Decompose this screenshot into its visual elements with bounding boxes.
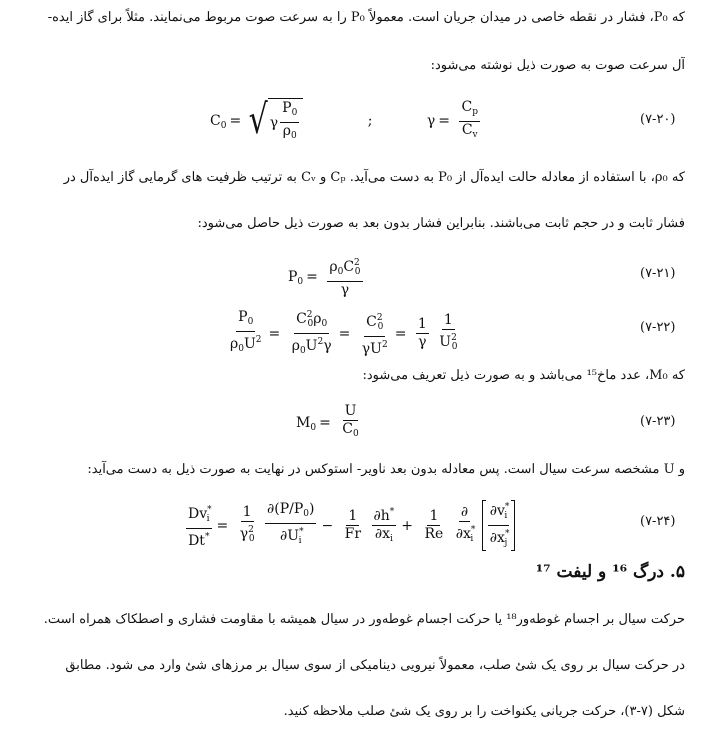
paragraph-line-5: که M₀، عدد ماخ¹⁵ می‌باشد و به صورت ذیل تعریف می‌شود:: [362, 368, 685, 383]
paragraph-line-9: شکل (۷-۳)، حرکت جریانی یکنواخت را بر روی یک شئ صلب ملاحظه کنید.: [283, 704, 685, 719]
paragraph-line-4: فشار ثابت و در حجم ثابت می‌باشند. بنابراین فشار بدون بعد به صورت ذیل حاصل می‌شود:: [197, 216, 685, 231]
equation-7-23: $M_0$ = $\frac{U}{C_0}$: [296, 403, 359, 439]
paragraph-line-1: که P₀، فشار در نقطه خاصی در میدان جریان است. معمولاً P₀ را به سرعت صوت مربوط می‌نمایند. مثلاً برای گاز ایده-: [47, 10, 685, 25]
equation-7-21: $P_0$ = $\frac{\rho_0C^2_0}{\gamma}$: [288, 258, 361, 298]
equation-number-7-23: (۷-۲۳): [640, 414, 676, 429]
equation-number-7-22: (۷-۲۲): [640, 320, 676, 335]
equation-7-24: $\frac{Dv^*_i}{Dt^*}$ = $\frac{1}{\gamma^2_0}$ $\frac{\partial(P/P_0)}{\partial U^*_i}$ − $\frac{1}{Fr}$ $\frac{\partial h^*}{\partial x_i}$ + $\frac{1}{Re}$ $\frac{\partial}{\partial x^*_i}$ $\frac{\partial v^*_i}{\partial x^*_j}$: [184, 500, 515, 551]
equation-number-7-24: (۷-۲۴): [640, 514, 676, 529]
paragraph-line-3: که ρ₀، با استفاده از معادله حالت ایده‌آل از P₀ به دست می‌آید. Cₚ و Cᵥ به ترتیب ظرفیت های گرمایی گاز ایده‌آل در: [63, 170, 685, 185]
paragraph-line-6: و U مشخصه سرعت سیال است. پس معادله بدون بعد ناویر- استوکس در نهایت به صورت ذیل به دست می‌آید:: [87, 462, 685, 477]
paragraph-line-8: در حرکت سیال بر روی یک شئ صلب، معمولاً نیرویی دینامیکی از سوی سیال بر مرزهای شئ وارد می شود. مطابق: [65, 658, 685, 673]
paragraph-line-7: حرکت سیال بر اجسام غوطه‌ور¹⁸ یا حرکت اجسام غوطه‌ور در سیال همیشه با مقاومت فشاری و اصطکاک همراه است.: [43, 612, 685, 627]
equation-7-22: $\frac{P_0}{\rho_0U^2}$ = $\frac{C^2_0\rho_0}{\rho_0U^2\gamma}$ = $\frac{C^2_0}{\gamma U^2}$ = $\frac{1}{\gamma}$ $\frac{1}{U^2_0}$: [230, 309, 458, 357]
equation-number-7-21: (۷-۲۱): [640, 266, 676, 281]
equation-7-20: $C_0$ = √ γ $\frac{P_0}{\rho_0}$ ; γ = $\frac{C_p}{C_v}$: [210, 96, 478, 144]
paragraph-line-2: آل سرعت صوت به صورت ذیل نوشته می‌شود:: [430, 58, 685, 73]
section-heading: ۵. درگ ¹⁶ و لیفت ¹⁷: [535, 562, 685, 582]
equation-number-7-20: (۷-۲۰): [640, 112, 676, 127]
